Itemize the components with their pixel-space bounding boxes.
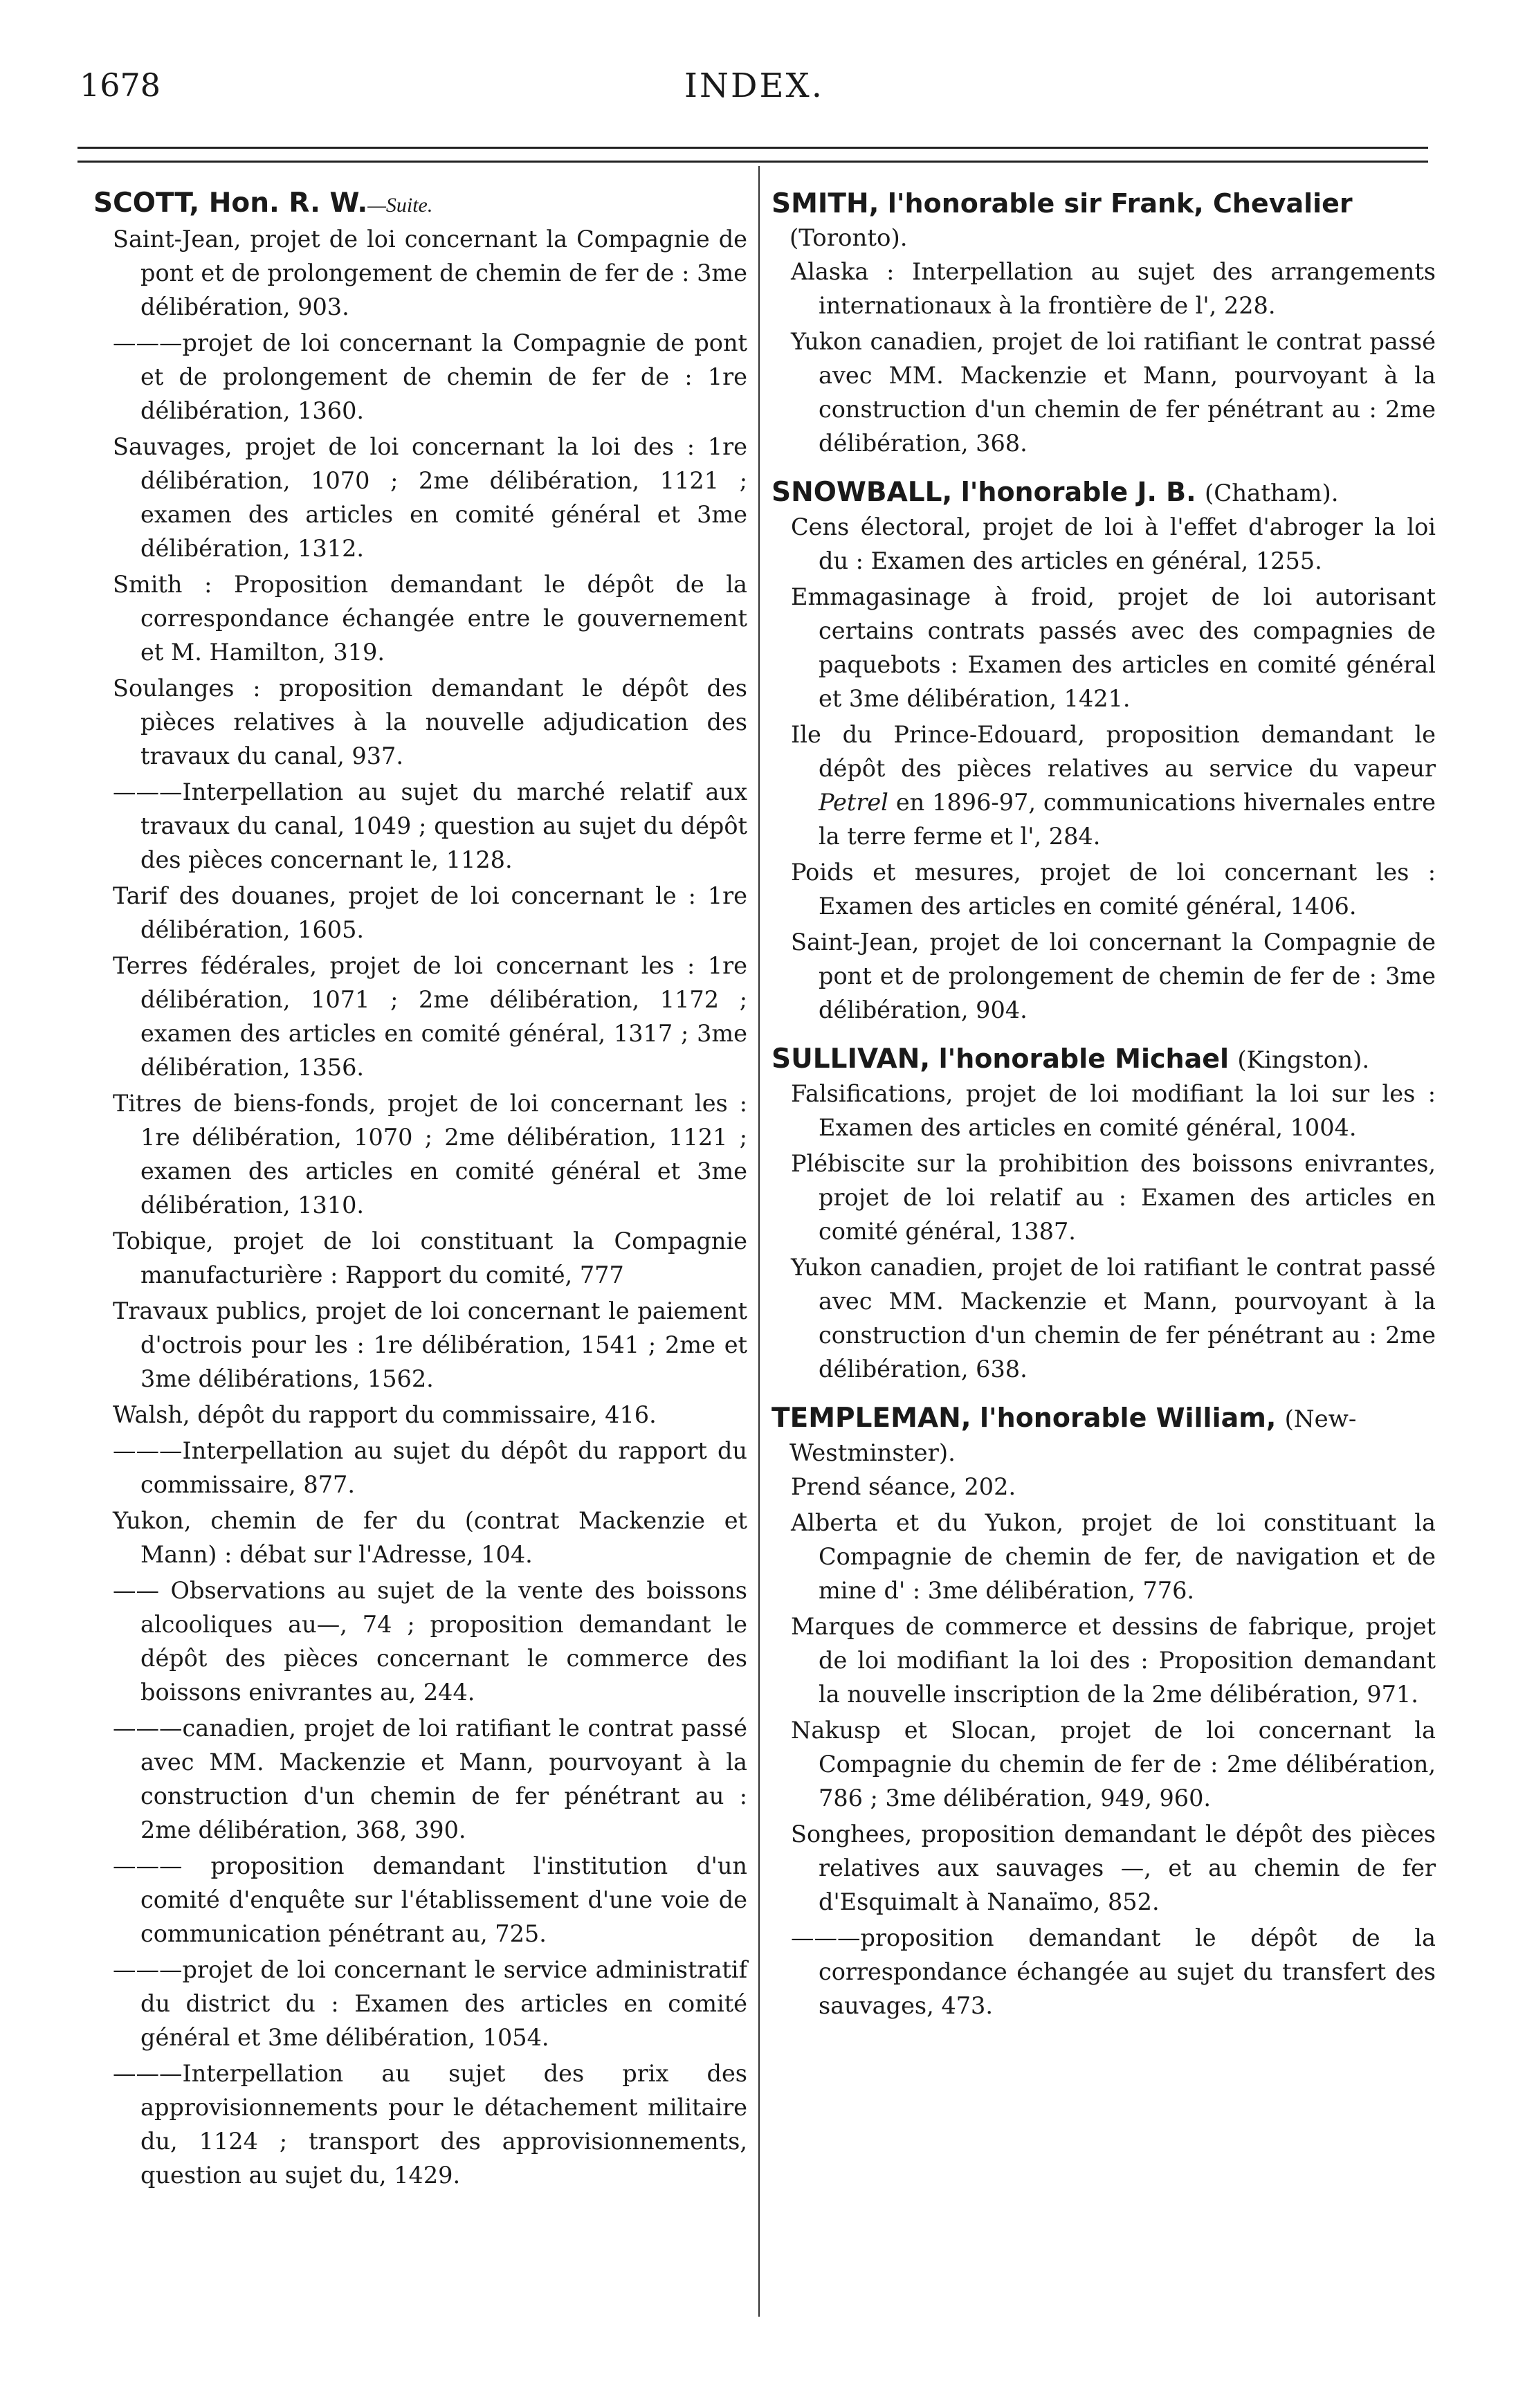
entry-subitem: ———canadien, projet de loi ratifiant le contrat passé avec MM. Mackenzie et Mann, pourvoyant à la construction d'un chemin de fer pénétrant au : 2me délibération, 368, 390. [113, 1715, 747, 1843]
entry-heading [771, 1042, 1436, 1077]
entry-name: TEMPLEMAN, [771, 1403, 971, 1434]
index-entry-snowball [771, 475, 1436, 1027]
index-entry-sullivan [771, 1042, 1436, 1386]
entry-heading [771, 1401, 1436, 1470]
entry-subitem: Smith : Proposition demandant le dépôt de la correspondance échangée entre le gouvernement et M. Hamilton, 319. [113, 571, 747, 666]
entry-subitem: Cens électoral, projet de loi à l'effet d'abroger la loi du : Examen des articles en général, 1255. [791, 513, 1436, 574]
entry-subitem: Yukon canadien, projet de loi ratifiant le contrat passé avec MM. Mackenzie et Mann, pourvoyant à la construction d'un chemin de fer pénétrant au : 2me délibération, 368. [791, 328, 1436, 457]
header-rule-top [77, 147, 1428, 149]
entry-subitem: Terres fédérales, projet de loi concernant les : 1re délibération, 1071 ; 2me délibération, 1172 ; examen des articles en comité général, 1317 ; 3me délibération, 1356. [113, 952, 747, 1081]
entry-subitem: Alaska : Interpellation au sujet des arrangements internationaux à la frontière de l', 228. [791, 258, 1436, 319]
entry-name: SULLIVAN, [771, 1043, 931, 1075]
column-divider [758, 166, 760, 2317]
entry-subitem: ———Interpellation au sujet du dépôt du rapport du commissaire, 877. [113, 1437, 747, 1498]
entry-subitem: Prend séance, 202. [791, 1473, 1016, 1500]
page-title: INDEX. [684, 66, 824, 105]
entry-subitem: Saint-Jean, projet de loi concernant la Compagnie de pont et de prolongement de chemin de fer de : 3me délibération, 903. [113, 226, 747, 320]
entry-subitem: Marques de commerce et dessins de fabrique, projet de loi modifiant la loi des : Proposition demandant la nouvelle inscription de la 2me délibération, 971. [791, 1613, 1436, 1708]
right-column [771, 187, 1436, 2038]
page-number: 1678 [80, 66, 161, 104]
entry-detail: (Chatham). [1204, 480, 1339, 507]
entry-subitem: Yukon canadien, projet de loi ratifiant le contrat passé avec MM. Mackenzie et Mann, pourvoyant à la construction d'un chemin de fer pénétrant au : 2me délibération, 638. [791, 1254, 1436, 1383]
entry-title: l'honorable William, [979, 1403, 1277, 1433]
entry-name: SMITH, [771, 188, 879, 219]
entry-subitem: Poids et mesures, projet de loi concernant les : Examen des articles en comité général, 1406. [791, 859, 1436, 920]
entry-subitem: Plébiscite sur la prohibition des boissons enivrantes, projet de loi relatif au : Examen des articles en comité général, 1387. [791, 1150, 1436, 1245]
entry-subitem: Ile du Prince-Edouard, proposition demandant le dépôt des pièces relatives au service du vapeur Petrel en 1896-97, communications hivernales entre la terre ferme et l', 284. [791, 721, 1436, 850]
entry-subitem: Soulanges : proposition demandant le dépôt des pièces relatives à la nouvelle adjudication des travaux du canal, 937. [113, 675, 747, 769]
entry-subitem: Songhees, proposition demandant le dépôt des pièces relatives aux sauvages —, et au chemin de fer d'Esquimalt à Nanaïmo, 852. [791, 1821, 1436, 1915]
entry-subitem: Emmagasinage à froid, projet de loi autorisant certains contrats passés avec des compagnies de paquebots : Examen des articles en comité général et 3me délibération, 1421. [791, 583, 1436, 712]
entry-subitem: Sauvages, projet de loi concernant la loi des : 1re délibération, 1070 ; 2me délibération, 1121 ; examen des articles en comité général et 3me délibération, 1312. [113, 433, 747, 562]
entry-title: l'honorable J. B. [960, 477, 1196, 507]
entry-subitem: Nakusp et Slocan, projet de loi concernant la Compagnie du chemin de fer de : 2me délibération, 786 ; 3me délibération, 949, 960. [791, 1717, 1436, 1812]
entry-subitem: ———Interpellation au sujet du marché relatif aux travaux du canal, 1049 ; question au sujet du dépôt des pièces concernant le, 1128. [113, 778, 747, 873]
entry-subitem: Titres de biens-fonds, projet de loi concernant les : 1re délibération, 1070 ; 2me délibération, 1121 ; examen des articles en comité général et 3me délibération, 1310. [113, 1090, 747, 1219]
entry-subitem: ———proposition demandant le dépôt de la correspondance échangée au sujet du transfert des sauvages, 473. [791, 1924, 1436, 2019]
entry-title: l'honorable sir Frank, Chevalier [887, 188, 1353, 219]
entry-heading [93, 187, 747, 222]
entry-subitem: Travaux publics, projet de loi concernant le paiement d'octrois pour les : 1re délibération, 1541 ; 2me et 3me délibérations, 1562. [113, 1297, 747, 1392]
entry-title: l'honorable Michael [938, 1043, 1230, 1074]
entry-subitem: Tobique, projet de loi constituant la Compagnie manufacturière : Rapport du comité, 777 [113, 1228, 747, 1288]
header-rule-bottom [77, 161, 1428, 163]
entry-subitem: Falsifications, projet de loi modifiant la loi sur les : Examen des articles en comité général, 1004. [791, 1080, 1436, 1141]
entry-subitem: —— Observations au sujet de la vente des boissons alcooliques au—, 74 ; proposition demandant le dépôt des pièces concernant le commerce des boissons enivrantes au, 244. [113, 1577, 747, 1706]
page-header [80, 66, 1429, 122]
entry-subitem: Alberta et du Yukon, projet de loi constituant la Compagnie de chemin de fer, de navigation et de mine d' : 3me délibération, 776. [791, 1509, 1436, 1604]
entry-suffix: —Suite. [367, 194, 433, 217]
entry-subitem: Saint-Jean, projet de loi concernant la Compagnie de pont et de prolongement de chemin de fer de : 3me délibération, 904. [791, 929, 1436, 1023]
entry-subitem: Tarif des douanes, projet de loi concernant le : 1re délibération, 1605. [113, 882, 747, 943]
entry-detail: (New-Westminster). [789, 1405, 1357, 1467]
index-entry-scott [93, 187, 747, 2192]
entry-subitem: Walsh, dépôt du rapport du commissaire, 416. [113, 1401, 657, 1428]
left-column [93, 187, 747, 2207]
entry-name: SNOWBALL, [771, 477, 953, 508]
entry-subitem: ———projet de loi concernant le service administratif du district du : Examen des articles en comité général et 3me délibération, 1054. [113, 1956, 747, 2051]
vessel-name: Petrel [819, 789, 888, 816]
entry-detail: (Toronto). [789, 224, 908, 252]
entry-heading [771, 475, 1436, 510]
index-entry-templeman [771, 1401, 1436, 2023]
index-entry-smith [771, 187, 1436, 460]
entry-name: SCOTT, Hon. R. W. [93, 188, 368, 219]
entry-subitem: ———Interpellation au sujet des prix des approvisionnements pour le détachement militaire du, 1124 ; transport des approvisionnements, question au sujet du, 1429. [113, 2060, 747, 2189]
entry-detail: (Kingston). [1237, 1046, 1370, 1074]
entry-heading [771, 187, 1436, 255]
entry-subitem: Yukon, chemin de fer du (contrat Mackenzie et Mann) : débat sur l'Adresse, 104. [113, 1507, 747, 1568]
entry-subitem: ———projet de loi concernant la Compagnie de pont et de prolongement de chemin de fer de : 1re délibération, 1360. [113, 329, 747, 424]
entry-subitem: ——— proposition demandant l'institution d'un comité d'enquête sur l'établissement d'une voie de communication pénétrant au, 725. [113, 1852, 747, 1947]
